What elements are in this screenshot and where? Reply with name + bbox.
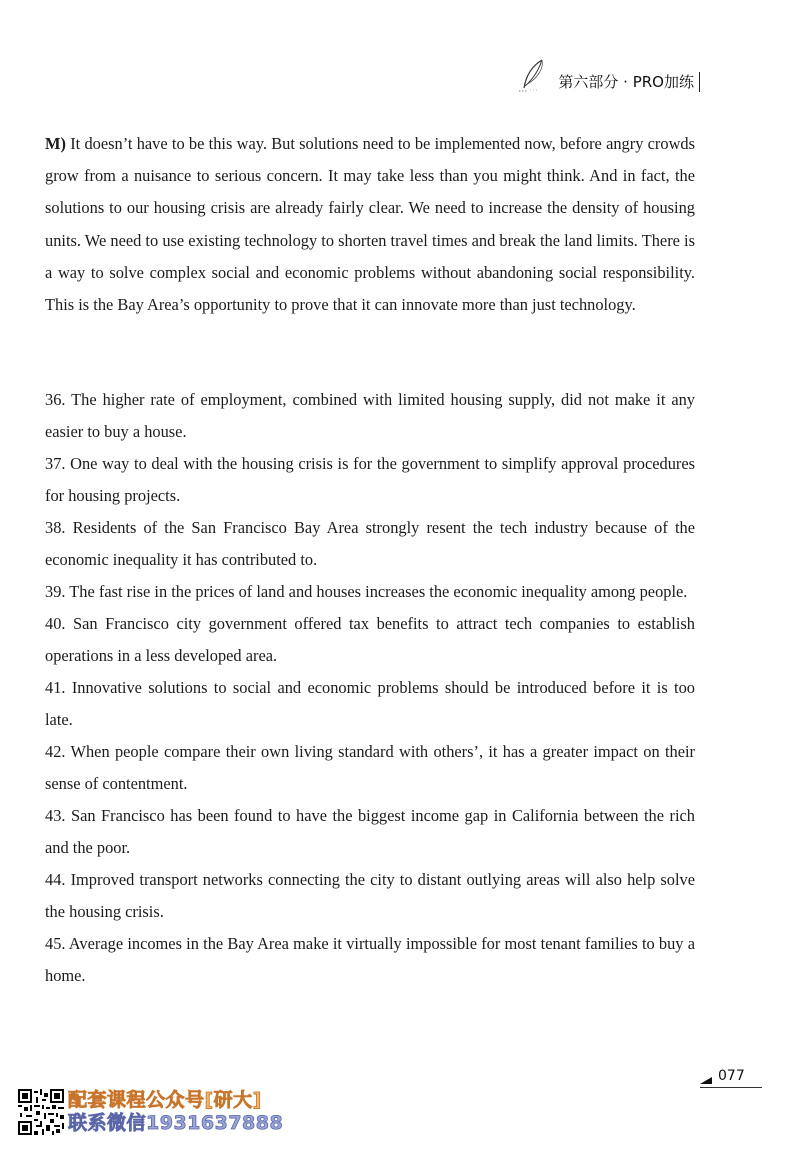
- header-divider: [699, 72, 700, 92]
- statement-40: 40. San Francisco city government offered tax benefits to attract tech companies to establish operations in a less developed area.: [45, 614, 695, 665]
- footer-rule: [700, 1087, 762, 1088]
- statement-list: [45, 384, 695, 992]
- qr-code-icon: [18, 1089, 64, 1135]
- statement-36: 36. The higher rate of employment, combined with limited housing supply, did not make it any easier to buy a house.: [45, 390, 695, 441]
- page-header: [516, 58, 700, 94]
- statement-45: 45. Average incomes in the Bay Area make it virtually impossible for most tenant families to buy a home.: [45, 934, 695, 985]
- statement-39: 39. The fast rise in the prices of land and houses increases the economic inequality among people.: [45, 582, 688, 601]
- section-label: 第六部分 · PRO加练: [558, 73, 694, 91]
- statement-43: 43. San Francisco has been found to have the biggest income gap in California between the rich and the poor.: [45, 806, 695, 857]
- paragraph-label: M): [45, 134, 66, 153]
- watermark-line-1: 配套课程公众号[研大]: [68, 1089, 262, 1111]
- statement-44: 44. Improved transport networks connecting the city to distant outlying areas will also help solve the housing crisis.: [45, 870, 695, 921]
- statement-38: 38. Residents of the San Francisco Bay Area strongly resent the tech industry because of the economic inequality it has contributed to.: [45, 518, 695, 569]
- watermark-line-2: 联系微信1931637888: [68, 1112, 284, 1134]
- page-footer: [700, 1067, 745, 1084]
- feather-pen-icon: [516, 58, 550, 94]
- watermark-text: [68, 1089, 283, 1135]
- watermark: [18, 1089, 283, 1135]
- paragraph-m: [45, 128, 695, 321]
- triangle-marker-icon: [700, 1077, 712, 1084]
- statement-37: 37. One way to deal with the housing crisis is for the government to simplify approval procedures for housing projects.: [45, 454, 695, 505]
- statement-41: 41. Innovative solutions to social and economic problems should be introduced before it is too late.: [45, 678, 695, 729]
- statement-42: 42. When people compare their own living standard with others’, it has a greater impact on their sense of contentment.: [45, 742, 695, 793]
- page-number: 077: [718, 1067, 745, 1084]
- paragraph-text: It doesn’t have to be this way. But solutions need to be implemented now, before angry crowds grow from a nuisance to serious concern. It may take less than you might think. And in fact, the solutions to our housing crisis are already fairly clear. We need to increase the density of housing units. We need to use existing technology to shorten travel times and break the land limits. There is a way to solve complex social and economic problems without abandoning social responsibility. This is the Bay Area’s opportunity to prove that it can innovate more than just technology.: [45, 134, 695, 315]
